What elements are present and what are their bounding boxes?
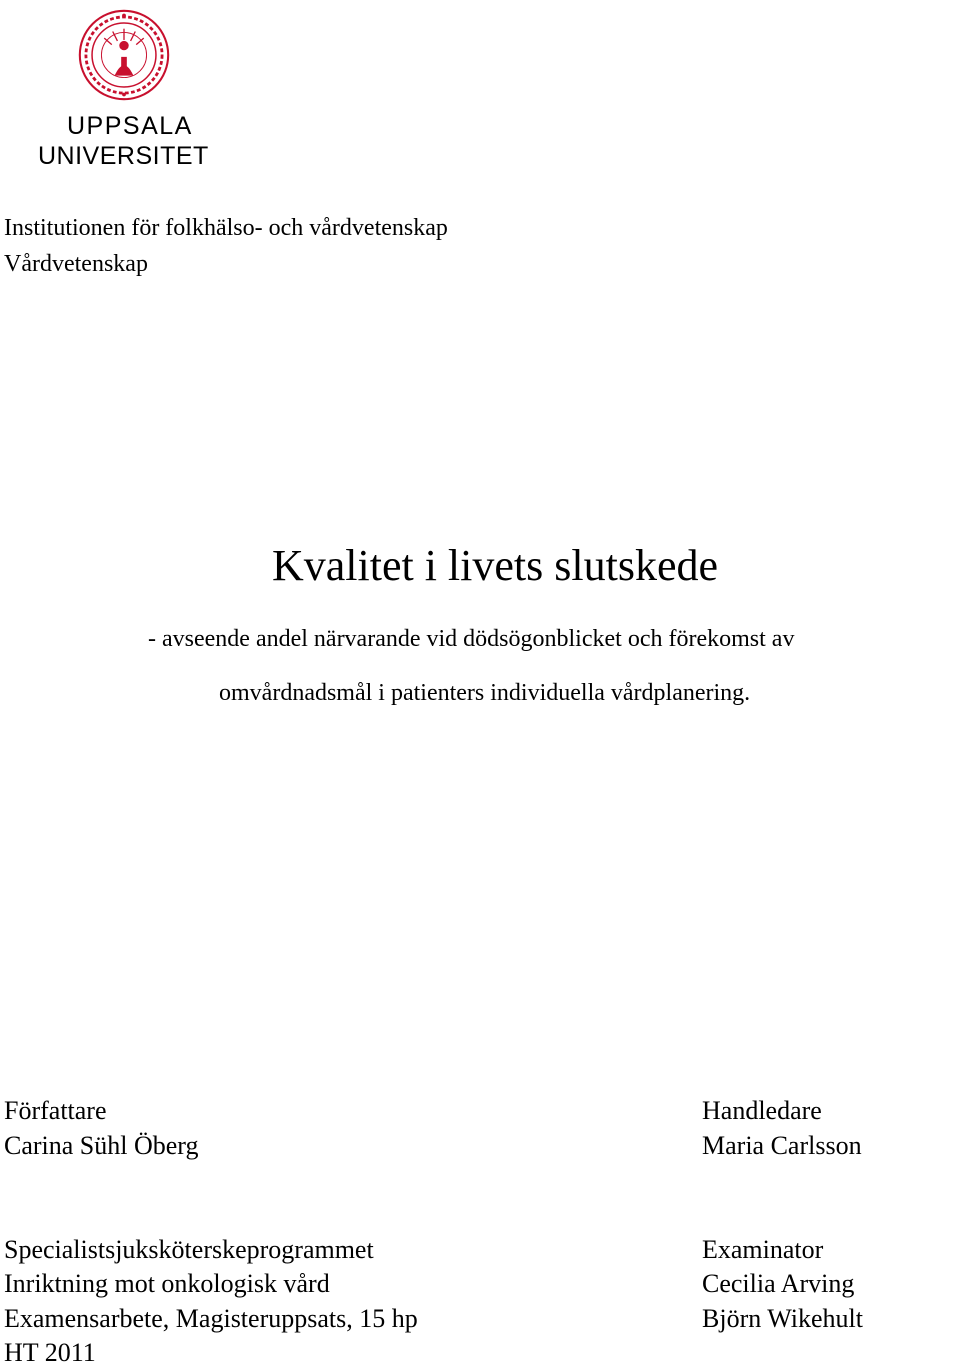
- thesis-type: Examensarbete, Magisteruppsats, 15 hp: [4, 1304, 418, 1333]
- university-seal-icon: [77, 8, 171, 102]
- examiner-name-2: Björn Wikehult: [702, 1304, 863, 1333]
- examiner-label: Examinator: [702, 1235, 824, 1264]
- department-name: Vårdvetenskap: [4, 251, 148, 277]
- program-name: Specialistsjuksköterskeprogrammet: [4, 1235, 374, 1264]
- program-direction: Inriktning mot onkologisk vård: [4, 1269, 330, 1298]
- author-label: Författare: [4, 1096, 107, 1125]
- logo-text-universitet: UNIVERSITET: [38, 142, 209, 170]
- supervisor-name: Maria Carlsson: [702, 1131, 862, 1160]
- document-title: Kvalitet i livets slutskede: [271, 541, 719, 590]
- author-name: Carina Sühl Öberg: [4, 1131, 199, 1160]
- logo-text-uppsala: UPPSALA: [67, 112, 193, 140]
- document-subtitle-line-2: omvårdnadsmål i patienters individuella vårdplanering.: [219, 680, 751, 706]
- term: HT 2011: [4, 1338, 96, 1367]
- institution-name: Institutionen för folkhälso- och vårdvetenskap: [4, 215, 448, 241]
- document-subtitle-line-1: - avseende andel närvarande vid dödsögonblicket och förekomst av: [148, 626, 795, 652]
- examiner-name-1: Cecilia Arving: [702, 1269, 855, 1298]
- supervisor-label: Handledare: [702, 1096, 822, 1125]
